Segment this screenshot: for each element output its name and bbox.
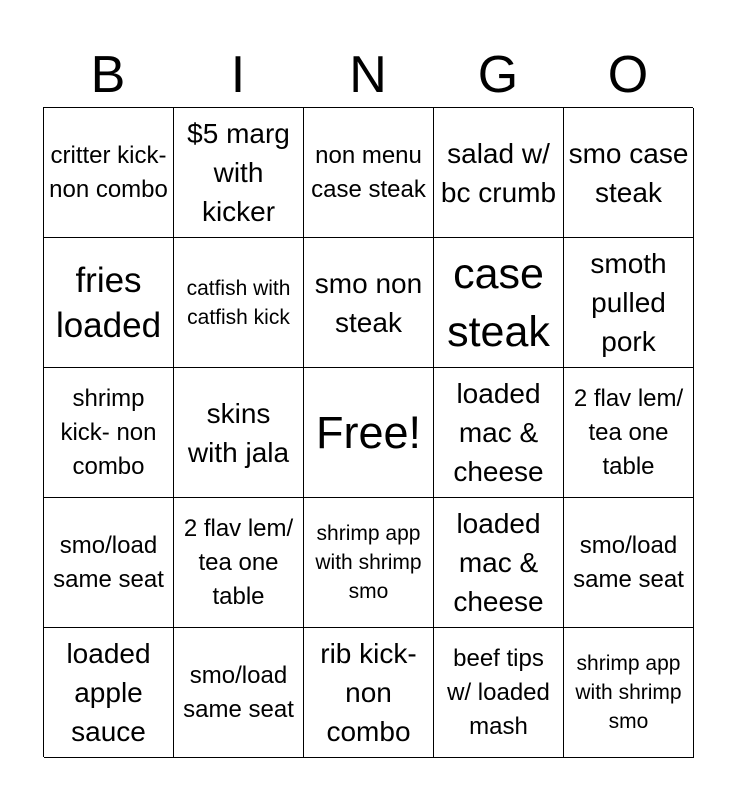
bingo-cell[interactable] (304, 628, 434, 758)
header-letter-n: N (349, 46, 387, 104)
bingo-cell-text: smo/load same seat (53, 531, 164, 593)
bingo-cell[interactable] (434, 108, 564, 238)
bingo-cell-text: Free! (315, 406, 422, 458)
bingo-cell-text: beef tips w/ loaded mash (447, 644, 550, 740)
bingo-cell-text: non menu case steak (311, 141, 426, 203)
bingo-cell-text: smoth pulled pork (590, 248, 667, 357)
bingo-cell-text: shrimp app with shrimp smo (315, 522, 422, 603)
bingo-cell[interactable] (434, 238, 564, 368)
bingo-cell[interactable] (434, 628, 564, 758)
bingo-cell[interactable] (44, 368, 174, 498)
header-letter-g: G (477, 46, 519, 104)
bingo-cell[interactable] (174, 368, 304, 498)
bingo-cell[interactable] (564, 628, 694, 758)
bingo-cell-text: shrimp app with shrimp smo (575, 652, 682, 733)
bingo-cell-text: catfish with catfish kick (186, 276, 291, 329)
bingo-cell-text: smo/load same seat (573, 531, 684, 593)
bingo-cell-text: smo non steak (314, 267, 423, 338)
bingo-cell[interactable] (564, 108, 694, 238)
bingo-cell-text: skins with jala (187, 397, 290, 468)
bingo-cell-text: rib kick- non combo (320, 638, 417, 747)
bingo-cell-text: critter kick- non combo (49, 141, 168, 203)
bingo-cell-text: $5 marg with kicker (187, 118, 290, 227)
bingo-cell-text: 2 flav lem/ tea one table (573, 384, 684, 480)
bingo-cell[interactable] (174, 628, 304, 758)
bingo-cell-text: salad w/ bc crumb (440, 137, 557, 208)
bingo-cell[interactable] (174, 238, 304, 368)
bingo-cell-text: loaded mac & cheese (453, 378, 544, 487)
bingo-cell-text: 2 flav lem/ tea one table (183, 514, 294, 610)
bingo-cell[interactable] (44, 108, 174, 238)
bingo-cell[interactable] (304, 238, 434, 368)
header-letter-b: B (90, 46, 126, 104)
bingo-board (43, 107, 693, 757)
bingo-cell[interactable] (434, 368, 564, 498)
bingo-cell[interactable] (304, 108, 434, 238)
free-space-cell[interactable] (304, 368, 434, 498)
bingo-cell-text: loaded apple sauce (66, 638, 151, 747)
bingo-cell[interactable] (564, 498, 694, 628)
bingo-cell[interactable] (44, 238, 174, 368)
bingo-cell[interactable] (564, 368, 694, 498)
bingo-cell[interactable] (304, 498, 434, 628)
bingo-header (43, 42, 693, 108)
bingo-cell[interactable] (434, 498, 564, 628)
bingo-cell[interactable] (564, 238, 694, 368)
bingo-cell[interactable] (44, 628, 174, 758)
bingo-cell-text: shrimp kick- non combo (60, 384, 157, 480)
bingo-cell-text: smo/load same seat (183, 661, 294, 723)
header-letter-o: O (607, 46, 649, 104)
bingo-cell[interactable] (174, 498, 304, 628)
bingo-cell[interactable] (174, 108, 304, 238)
bingo-cell[interactable] (44, 498, 174, 628)
bingo-cell-text: case steak (447, 249, 550, 356)
bingo-cell-text: fries loaded (55, 260, 162, 345)
bingo-cell-text: smo case steak (568, 137, 689, 208)
header-letter-i: I (230, 46, 246, 104)
bingo-cell-text: loaded mac & cheese (453, 508, 544, 617)
